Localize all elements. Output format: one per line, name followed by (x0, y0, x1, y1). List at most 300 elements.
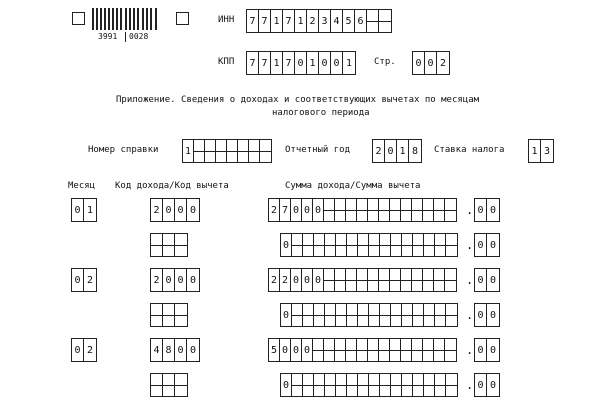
title-line-1: Приложение. Сведения о доходах и соответствующих вычетах по месяцам (116, 95, 480, 105)
decimal-point: . (466, 378, 474, 392)
dash-line (358, 315, 368, 316)
barcode-bar (112, 8, 114, 30)
dash-line (423, 350, 433, 351)
dash-line (238, 151, 248, 152)
deduction-kopecks-field[interactable] (474, 373, 500, 397)
inn-char: 1 (295, 10, 307, 32)
deduction-amount-empty-cell (446, 374, 457, 396)
tax-rate-field[interactable] (528, 139, 554, 163)
page-number-char: 2 (439, 57, 447, 69)
dash-line (412, 210, 422, 211)
deduction-amount-field[interactable] (280, 373, 458, 397)
deduction-amount-empty-cell (303, 304, 314, 326)
column-header-code: Код дохода/Код вычета (115, 181, 229, 191)
corner-marker-left (72, 12, 85, 25)
deduction-amount-empty-cell (314, 304, 325, 326)
deduction-kopecks-char: 0 (475, 304, 487, 326)
income-amount-empty-cell (324, 269, 335, 291)
dash-line (369, 315, 379, 316)
income-amount-char: 0 (302, 269, 313, 291)
dash-line (314, 245, 324, 246)
income-amount-empty-cell (390, 269, 401, 291)
income-code-char: 2 (151, 269, 163, 291)
income-amount-char: 2 (280, 269, 291, 291)
income-amount-field[interactable] (268, 198, 457, 222)
income-amount-empty-cell (390, 339, 401, 361)
deduction-code-empty-cell (163, 374, 175, 396)
income-amount-char: 2 (269, 269, 280, 291)
deduction-amount-char: 0 (281, 374, 292, 396)
income-amount-empty-cell (423, 339, 434, 361)
dash-line (313, 350, 323, 351)
income-kopecks-char: 0 (475, 269, 487, 291)
dash-line (368, 350, 378, 351)
deduction-amount-empty-cell (347, 234, 358, 256)
barcode-bar (100, 8, 102, 30)
dash-line (175, 315, 187, 316)
income-amount-empty-cell (412, 199, 423, 221)
inn-char: 3 (319, 10, 331, 32)
deduction-amount-empty-cell (413, 304, 424, 326)
cert-number-field[interactable] (182, 139, 272, 163)
dash-line (335, 280, 345, 281)
dash-line (401, 280, 411, 281)
income-amount-empty-cell (357, 199, 368, 221)
kpp-label: КПП (218, 57, 235, 67)
deduction-amount-empty-cell (391, 304, 402, 326)
income-amount-empty-cell (368, 269, 379, 291)
dash-line (151, 315, 162, 316)
deduction-kopecks-char: 0 (489, 239, 497, 251)
deduction-amount-empty-cell (314, 374, 325, 396)
kpp-field[interactable] (246, 51, 356, 75)
dash-line (175, 245, 187, 246)
dash-line (335, 210, 345, 211)
dash-line (324, 280, 334, 281)
dash-line (424, 245, 434, 246)
kpp-char: 0 (331, 52, 343, 74)
barcode-bar (129, 8, 131, 30)
dash-line (391, 315, 401, 316)
dash-line (435, 385, 445, 386)
cert-number-empty-cell (194, 140, 205, 162)
income-code-char: 2 (151, 199, 163, 221)
dash-line (347, 385, 357, 386)
page-number-field[interactable] (412, 51, 450, 75)
cert-number-empty-cell (249, 140, 260, 162)
barcode-bar (116, 8, 118, 30)
deduction-amount-empty-cell (325, 304, 336, 326)
dash-line (435, 315, 445, 316)
dash-line (446, 315, 457, 316)
barcode-bar (92, 8, 94, 30)
income-amount-empty-cell (368, 199, 379, 221)
decimal-point: . (466, 238, 474, 252)
income-amount-char: 2 (269, 199, 280, 221)
income-kopecks-char: 0 (489, 344, 497, 356)
dash-line (227, 151, 237, 152)
month-char: 0 (72, 199, 84, 221)
dash-line (402, 245, 412, 246)
dash-line (380, 315, 390, 316)
income-amount-empty-cell (423, 269, 434, 291)
deduction-amount-empty-cell (446, 304, 457, 326)
month-char: 0 (72, 339, 84, 361)
deduction-code-field[interactable] (150, 373, 188, 397)
cert-number-char: 1 (183, 140, 194, 162)
deduction-code-empty-cell (151, 374, 163, 396)
income-amount-empty-cell (379, 199, 390, 221)
income-amount-field[interactable] (268, 338, 457, 362)
column-header-month: Месяц (68, 181, 96, 191)
month-field[interactable] (71, 338, 97, 362)
deduction-amount-empty-cell (292, 304, 303, 326)
income-code-char: 8 (163, 339, 175, 361)
income-amount-field[interactable] (268, 268, 457, 292)
dash-line (358, 245, 368, 246)
barcode-bar (150, 8, 152, 30)
dash-line (336, 385, 346, 386)
income-amount-empty-cell (412, 339, 423, 361)
deduction-amount-empty-cell (347, 304, 358, 326)
dash-line (357, 350, 367, 351)
barcode-bar (120, 8, 122, 30)
barcode-bar (142, 8, 144, 30)
income-amount-char: 0 (313, 199, 324, 221)
income-amount-empty-cell (445, 199, 456, 221)
dash-line (205, 151, 215, 152)
income-code-field[interactable] (150, 198, 200, 222)
income-kopecks-char: 0 (475, 199, 487, 221)
income-amount-empty-cell (335, 269, 346, 291)
income-amount-empty-cell (434, 199, 445, 221)
month-char: 2 (86, 274, 94, 286)
deduction-amount-empty-cell (336, 234, 347, 256)
dash-line (390, 210, 400, 211)
dash-line (368, 280, 378, 281)
year-char: 2 (373, 140, 385, 162)
income-code-char: 0 (189, 344, 197, 356)
income-amount-empty-cell (423, 199, 434, 221)
dash-line (445, 210, 456, 211)
income-amount-char: 0 (291, 199, 302, 221)
inn-char: 5 (343, 10, 355, 32)
year-field[interactable] (372, 139, 422, 163)
deduction-amount-empty-cell (292, 374, 303, 396)
dash-line (163, 385, 174, 386)
dash-line (292, 245, 302, 246)
deduction-amount-char: 0 (281, 234, 292, 256)
dash-line (401, 210, 411, 211)
dash-line (151, 245, 162, 246)
income-code-field[interactable] (150, 268, 200, 292)
inn-char: 1 (271, 10, 283, 32)
title-line-2: налогового периода (272, 108, 370, 118)
income-amount-empty-cell (324, 339, 335, 361)
deduction-amount-empty-cell (369, 374, 380, 396)
year-label: Отчетный год (285, 145, 351, 155)
dash-line (314, 315, 324, 316)
dash-line (151, 385, 162, 386)
dash-line (163, 315, 174, 316)
dash-line (335, 350, 345, 351)
dash-line (402, 385, 412, 386)
dash-line (369, 245, 379, 246)
dash-line (368, 210, 378, 211)
dash-line (379, 21, 391, 22)
deduction-code-empty-cell (163, 234, 175, 256)
year-char: 0 (385, 140, 397, 162)
decimal-point: . (466, 343, 474, 357)
decimal-point: . (466, 308, 474, 322)
dash-line (175, 385, 187, 386)
deduction-amount-empty-cell (424, 374, 435, 396)
deduction-kopecks-char: 0 (489, 309, 497, 321)
dash-line (434, 210, 444, 211)
dash-line (216, 151, 226, 152)
deduction-amount-empty-cell (413, 374, 424, 396)
income-kopecks-field[interactable] (474, 268, 500, 292)
dash-line (325, 385, 335, 386)
deduction-amount-empty-cell (402, 374, 413, 396)
dash-line (379, 280, 389, 281)
income-code-char: 0 (175, 339, 187, 361)
cert-number-empty-cell (227, 140, 238, 162)
month-char: 1 (86, 204, 94, 216)
income-amount-empty-cell (412, 269, 423, 291)
deduction-amount-empty-cell (336, 304, 347, 326)
deduction-code-field[interactable] (150, 233, 188, 257)
dash-line (358, 385, 368, 386)
income-amount-empty-cell (313, 339, 324, 361)
deduction-amount-empty-cell (424, 304, 435, 326)
deduction-code-empty-cell (175, 374, 187, 396)
dash-line (314, 385, 324, 386)
dash-line (379, 210, 389, 211)
dash-line (369, 385, 379, 386)
income-kopecks-char: 0 (489, 204, 497, 216)
barcode-bar (104, 8, 106, 30)
income-amount-empty-cell (346, 199, 357, 221)
deduction-amount-empty-cell (435, 374, 446, 396)
barcode-bar (96, 8, 98, 30)
income-amount-empty-cell (434, 339, 445, 361)
year-char: 8 (411, 145, 419, 157)
dash-line (346, 280, 356, 281)
deduction-kopecks-char: 0 (475, 374, 487, 396)
dash-line (391, 385, 401, 386)
page-number-char: 0 (425, 52, 437, 74)
deduction-code-empty-cell (175, 234, 187, 256)
tax-rate-label: Ставка налога (434, 145, 505, 155)
inn-label: ИНН (218, 15, 235, 25)
dash-line (413, 245, 423, 246)
deduction-amount-empty-cell (413, 234, 424, 256)
deduction-amount-empty-cell (358, 304, 369, 326)
dash-line (357, 280, 367, 281)
deduction-code-empty-cell (151, 304, 163, 326)
inn-char: 4 (331, 10, 343, 32)
income-amount-empty-cell (324, 199, 335, 221)
dash-line (325, 315, 335, 316)
corner-marker-right (176, 12, 189, 25)
cert-number-label: Номер справки (88, 145, 159, 155)
deduction-kopecks-field[interactable] (474, 233, 500, 257)
dash-line (446, 245, 457, 246)
income-kopecks-field[interactable] (474, 198, 500, 222)
income-amount-empty-cell (357, 339, 368, 361)
income-amount-empty-cell (401, 199, 412, 221)
dash-line (163, 245, 174, 246)
kpp-char: 7 (247, 52, 259, 74)
dash-line (324, 210, 334, 211)
deduction-amount-empty-cell (391, 234, 402, 256)
dash-line (303, 385, 313, 386)
income-amount-char: 0 (302, 339, 313, 361)
deduction-amount-empty-cell (336, 374, 347, 396)
kpp-char: 1 (271, 52, 283, 74)
year-char: 1 (397, 140, 409, 162)
deduction-amount-empty-cell (435, 304, 446, 326)
dash-line (292, 315, 302, 316)
month-field[interactable] (71, 198, 97, 222)
barcode-separator (125, 32, 126, 42)
month-char: 0 (72, 269, 84, 291)
income-code-field[interactable] (150, 338, 200, 362)
deduction-amount-empty-cell (325, 374, 336, 396)
income-amount-empty-cell (445, 339, 456, 361)
inn-char: 7 (247, 10, 259, 32)
kpp-char: 0 (295, 52, 307, 74)
income-amount-empty-cell (335, 339, 346, 361)
dash-line (325, 245, 335, 246)
dash-line (434, 280, 444, 281)
barcode-bar (133, 8, 135, 30)
deduction-code-empty-cell (151, 234, 163, 256)
dash-line (346, 210, 356, 211)
dash-line (446, 385, 457, 386)
deduction-amount-empty-cell (402, 304, 413, 326)
income-code-char: 0 (189, 274, 197, 286)
dash-line (303, 245, 313, 246)
dash-line (324, 350, 334, 351)
deduction-amount-empty-cell (369, 304, 380, 326)
inn-char: 2 (307, 10, 319, 32)
dash-line (413, 315, 423, 316)
deduction-code-empty-cell (163, 304, 175, 326)
page-number-char: 0 (413, 52, 425, 74)
dash-line (413, 385, 423, 386)
dash-line (391, 245, 401, 246)
deduction-amount-empty-cell (369, 234, 380, 256)
dash-line (401, 350, 411, 351)
kpp-char: 7 (283, 52, 295, 74)
deduction-amount-empty-cell (391, 374, 402, 396)
income-amount-empty-cell (357, 269, 368, 291)
inn-char: 6 (355, 10, 367, 32)
income-amount-char: 7 (280, 199, 291, 221)
income-kopecks-field[interactable] (474, 338, 500, 362)
deduction-code-field[interactable] (150, 303, 188, 327)
income-code-char: 0 (175, 269, 187, 291)
inn-char: 7 (283, 10, 295, 32)
dash-line (445, 350, 456, 351)
dash-line (380, 385, 390, 386)
income-code-char: 0 (175, 199, 187, 221)
income-amount-empty-cell (434, 269, 445, 291)
kpp-char: 0 (319, 52, 331, 74)
deduction-kopecks-char: 0 (475, 234, 487, 256)
income-amount-empty-cell (390, 199, 401, 221)
dash-line (357, 210, 367, 211)
dash-line (260, 151, 271, 152)
barcode-text-left: 3991 (98, 32, 118, 41)
deduction-amount-field[interactable] (280, 303, 458, 327)
cert-number-empty-cell (238, 140, 249, 162)
income-amount-char: 0 (302, 199, 313, 221)
barcode-bar (125, 8, 127, 30)
dash-line (367, 21, 378, 22)
deduction-amount-empty-cell (435, 234, 446, 256)
month-field[interactable] (71, 268, 97, 292)
inn-empty-cell (379, 10, 391, 32)
dash-line (292, 385, 302, 386)
income-amount-empty-cell (335, 199, 346, 221)
tax-rate-char: 1 (529, 140, 541, 162)
deduction-amount-empty-cell (303, 374, 314, 396)
deduction-amount-empty-cell (347, 374, 358, 396)
inn-field[interactable] (246, 9, 392, 33)
income-code-char: 0 (163, 269, 175, 291)
cert-number-empty-cell (260, 140, 271, 162)
income-amount-char: 0 (280, 339, 291, 361)
barcode-bar (137, 8, 139, 30)
deduction-kopecks-char: 0 (489, 379, 497, 391)
income-amount-char: 0 (291, 339, 302, 361)
income-code-char: 4 (151, 339, 163, 361)
dash-line (390, 350, 400, 351)
dash-line (423, 280, 433, 281)
income-amount-empty-cell (401, 339, 412, 361)
barcode-text-right: 0028 (129, 32, 149, 41)
inn-char: 7 (259, 10, 271, 32)
deduction-amount-empty-cell (380, 234, 391, 256)
cert-number-empty-cell (205, 140, 216, 162)
deduction-amount-empty-cell (358, 234, 369, 256)
deduction-amount-empty-cell (380, 374, 391, 396)
income-kopecks-char: 0 (475, 339, 487, 361)
column-header-amount: Сумма дохода/Сумма вычета (285, 181, 421, 191)
dash-line (380, 245, 390, 246)
dash-line (434, 350, 444, 351)
deduction-kopecks-field[interactable] (474, 303, 500, 327)
dash-line (390, 280, 400, 281)
month-char: 2 (86, 344, 94, 356)
dash-line (346, 350, 356, 351)
income-amount-char: 0 (291, 269, 302, 291)
decimal-point: . (466, 203, 474, 217)
income-amount-empty-cell (401, 269, 412, 291)
dash-line (412, 350, 422, 351)
deduction-amount-field[interactable] (280, 233, 458, 257)
income-amount-empty-cell (379, 269, 390, 291)
dash-line (412, 280, 422, 281)
deduction-amount-empty-cell (380, 304, 391, 326)
barcode-bar (146, 8, 148, 30)
dash-line (303, 315, 313, 316)
dash-line (379, 350, 389, 351)
income-amount-char: 5 (269, 339, 280, 361)
